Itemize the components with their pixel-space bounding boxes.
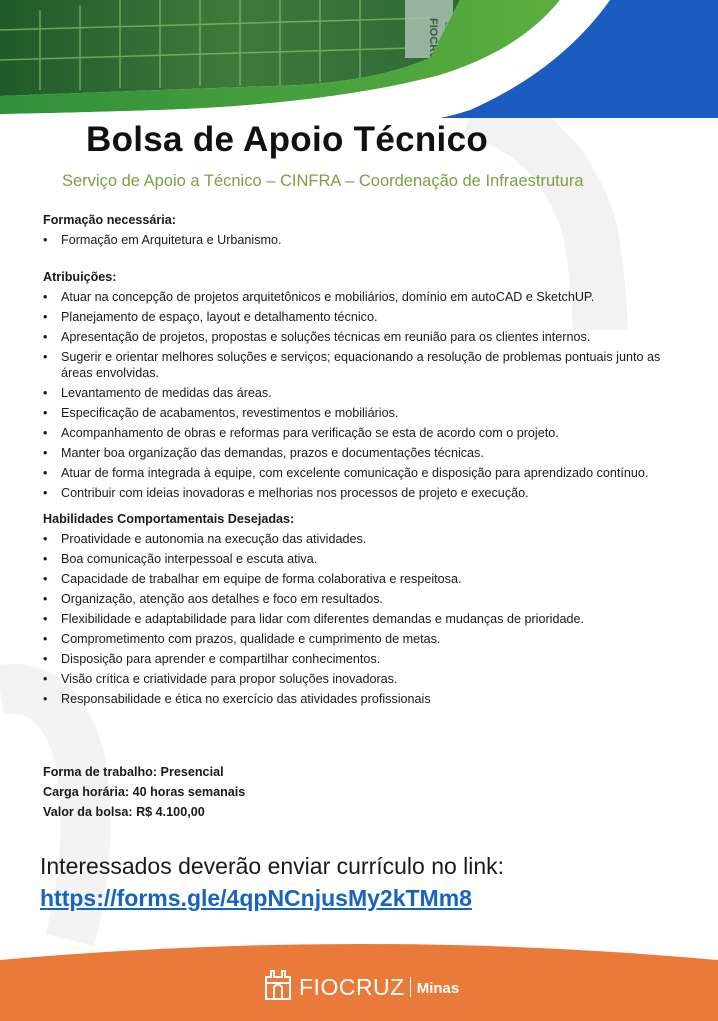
list-item-text: • Levantamento de medidas das áreas.: [61, 386, 272, 400]
habilidades-list: [43, 531, 683, 707]
fiocruz-minas-logo: [263, 962, 459, 1002]
atribuicoes-heading: Atribuições:: [43, 270, 117, 284]
work-info: [43, 762, 245, 822]
list-item: [43, 232, 683, 248]
list-item: [43, 385, 683, 401]
list-item: [43, 425, 683, 441]
list-item-text: • Apresentação de projetos, propostas e soluções técnicas em reunião para os clientes internos.: [61, 330, 591, 344]
list-item: [43, 531, 683, 547]
list-item: [43, 631, 683, 647]
list-item-text: • Sugerir e orientar melhores soluções e serviços; equacionando a resolução de problemas pontuais junto as áreas envolvidas.: [61, 350, 661, 380]
list-item: [43, 571, 683, 587]
list-item-text: • Visão crítica e criatividade para propor soluções inovadoras.: [61, 672, 398, 686]
list-item: [43, 329, 683, 345]
list-item-text: • Comprometimento com prazos, qualidade e cumprimento de metas.: [61, 632, 441, 646]
list-item-text: • Formação em Arquitetura e Urbanismo.: [61, 233, 282, 247]
logo-separator: [410, 977, 411, 997]
list-item: [43, 309, 683, 325]
list-item-text: • Boa comunicação interpessoal e escuta ativa.: [61, 552, 318, 566]
list-item-text: • Capacidade de trabalhar em equipe de forma colaborativa e respeitosa.: [61, 572, 462, 586]
list-item-text: • Responsabilidade e ética no exercício das atividades profissionais: [61, 692, 431, 706]
forma-de-trabalho: Forma de trabalho: Presencial: [43, 765, 224, 779]
formacao-heading: Formação necessária:: [43, 213, 177, 227]
list-item-text: • Atuar na concepção de projetos arquitetônicos e mobiliários, domínio em autoCAD e SketchUP.: [61, 290, 595, 304]
job-description: [43, 212, 683, 711]
list-item-text: • Organização, atenção aos detalhes e foco em resultados.: [61, 592, 384, 606]
list-item-text: • Proatividade e autonomia na execução das atividades.: [61, 532, 367, 546]
formacao-list: [43, 232, 683, 248]
page-subtitle: Serviço de Apoio a Técnico – CINFRA – Coordenação de Infraestrutura: [62, 172, 584, 190]
cta-text: Interessados deverão enviar currículo no link:: [40, 853, 505, 879]
list-item-text: • Manter boa organização das demandas, prazos e documentações técnicas.: [61, 446, 484, 460]
list-item: [43, 671, 683, 687]
atribuicoes-list: [43, 289, 683, 501]
list-item-text: • Disposição para aprender e compartilhar conhecimentos.: [61, 652, 381, 666]
list-item-text: • Contribuir com ideias inovadoras e melhorias nos processos de projeto e execução.: [61, 486, 529, 500]
page-title: Bolsa de Apoio Técnico: [86, 120, 489, 159]
valor-da-bolsa: Valor da bolsa: R$ 4.100,00: [43, 805, 205, 819]
list-item-text: • Especificação de acabamentos, revestimentos e mobiliários.: [61, 406, 399, 420]
call-to-action: [40, 850, 504, 914]
list-item: [43, 611, 683, 627]
habilidades-heading: Habilidades Comportamentais Desejadas:: [43, 512, 295, 526]
list-item: [43, 445, 683, 461]
logo-sub: Minas: [416, 979, 460, 997]
castle-icon: [263, 963, 293, 1001]
list-item-text: • Flexibilidade e adaptabilidade para lidar com diferentes demandas e mudanças de prioridade.: [61, 612, 584, 626]
list-item: [43, 551, 683, 567]
list-item: [43, 289, 683, 305]
list-item-text: • Atuar de forma integrada à equipe, com excelente comunicação e disposição para aprendizado contínuo.: [61, 466, 649, 480]
photo-sign-text: FIOCRUZ: [427, 18, 439, 67]
list-item: [43, 349, 683, 381]
list-item: [43, 485, 683, 501]
list-item: [43, 691, 683, 707]
list-item: [43, 465, 683, 481]
logo-word: FIOCRUZ: [299, 973, 405, 1000]
list-item: [43, 651, 683, 667]
list-item: [43, 405, 683, 421]
header-banner: [0, 0, 718, 118]
list-item: [43, 591, 683, 607]
list-item-text: • Acompanhamento de obras e reformas para verificação se esta de acordo com o projeto.: [61, 426, 559, 440]
carga-horaria: Carga horária: 40 horas semanais: [43, 785, 246, 799]
list-item-text: • Planejamento de espaço, layout e detalhamento técnico.: [61, 310, 378, 324]
application-form-link[interactable]: https://forms.gle/4qpNCnjusMy2kTMm8: [40, 885, 472, 911]
